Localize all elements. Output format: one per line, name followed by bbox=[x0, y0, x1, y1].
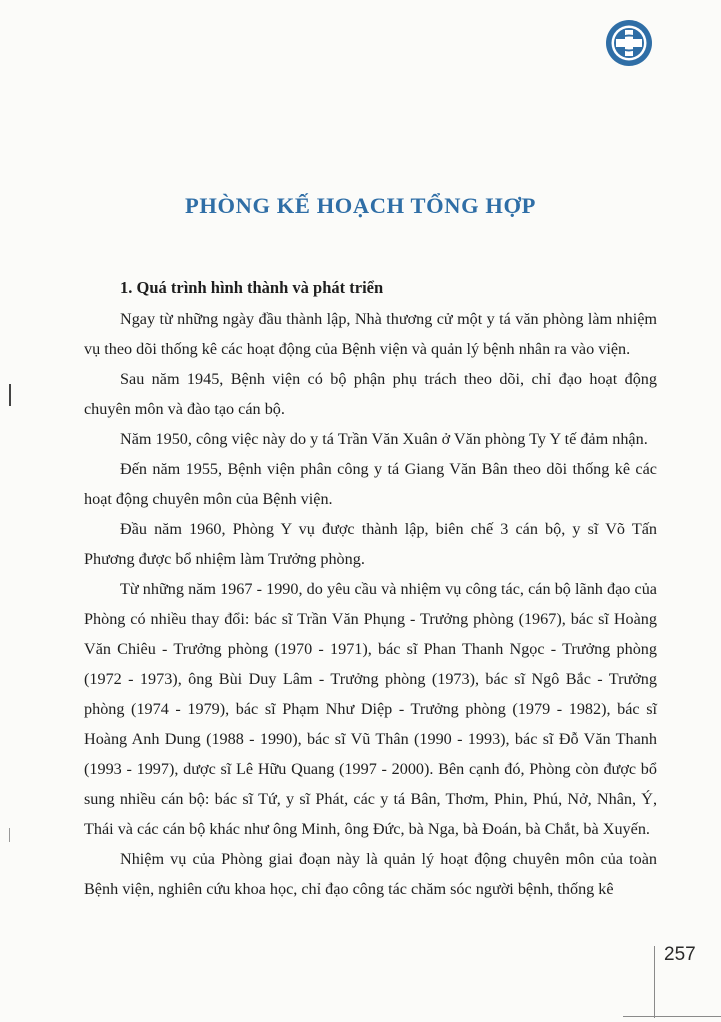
scan-mark bbox=[9, 828, 10, 842]
paragraph: Sau năm 1945, Bệnh viện có bộ phận phụ trách theo dõi, chỉ đạo hoạt động chuyên môn và đào tạo cán bộ. bbox=[84, 370, 657, 418]
scan-mark bbox=[9, 384, 11, 406]
page-bottom-rule bbox=[623, 1016, 721, 1017]
page-number: 257 bbox=[664, 944, 696, 965]
paragraph: Đầu năm 1960, Phòng Y vụ được thành lập, biên chế 3 cán bộ, y sĩ Võ Tấn Phương được bổ nhiệm làm Trưởng phòng. bbox=[84, 520, 657, 568]
body-text bbox=[84, 304, 657, 904]
page-title: PHÒNG KẾ HOẠCH TỔNG HỢP bbox=[185, 193, 536, 218]
paragraph: Năm 1950, công việc này do y tá Trần Văn Xuân ở Văn phòng Ty Y tế đảm nhận. bbox=[120, 430, 648, 448]
paragraph: Nhiệm vụ của Phòng giai đoạn này là quản lý hoạt động chuyên môn của toàn Bệnh viện, nghiên cứu khoa học, chỉ đạo công tác chăm sóc người bệnh, thống kê bbox=[84, 850, 657, 898]
hospital-emblem-icon bbox=[604, 18, 654, 68]
paragraph: Ngay từ những ngày đầu thành lập, Nhà thương cử một y tá văn phòng làm nhiệm vụ theo dõi thống kê các hoạt động của Bệnh viện và quản lý bệnh nhân ra vào viện. bbox=[84, 310, 657, 358]
section-heading: 1. Quá trình hình thành và phát triển bbox=[120, 278, 384, 297]
paragraph: Từ những năm 1967 - 1990, do yêu cầu và nhiệm vụ công tác, cán bộ lãnh đạo của Phòng có nhiều thay đổi: bác sĩ Trần Văn Phụng - Trưởng phòng (1967), bác sĩ Hoàng Văn Chiêu - Trưởng phòng (1970 - 1971), bác sĩ Phan Thanh Ngọc - Trưởng phòng (1972 - 1973), ông Bùi Duy Lâm - Trưởng phòng (1973), bác sĩ Ngô Bắc - Trưởng phòng (1974 - 1979), bác sĩ Phạm Như Diệp - Trưởng phòng (1979 - 1982), bác sĩ Hoàng Anh Dung (1988 - 1990), bác sĩ Vũ Thân (1990 - 1993), bác sĩ Đỗ Văn Thanh (1993 - 1997), dược sĩ Lê Hữu Quang (1997 - 2000). Bên cạnh đó, Phòng còn được bổ sung nhiều cán bộ: bác sĩ Tứ, y sĩ Phát, các y tá Bân, Thơm, Phin, Phú, Nở, Nhân, Ý, Thái và các cán bộ khác như ông Minh, ông Đức, bà Nga, bà Đoán, bà Chắt, bà Xuyến. bbox=[84, 580, 657, 838]
paragraph: Đến năm 1955, Bệnh viện phân công y tá Giang Văn Bân theo dõi thống kê các hoạt động chuyên môn của Bệnh viện. bbox=[84, 460, 657, 508]
page-number-rule bbox=[654, 946, 655, 1018]
